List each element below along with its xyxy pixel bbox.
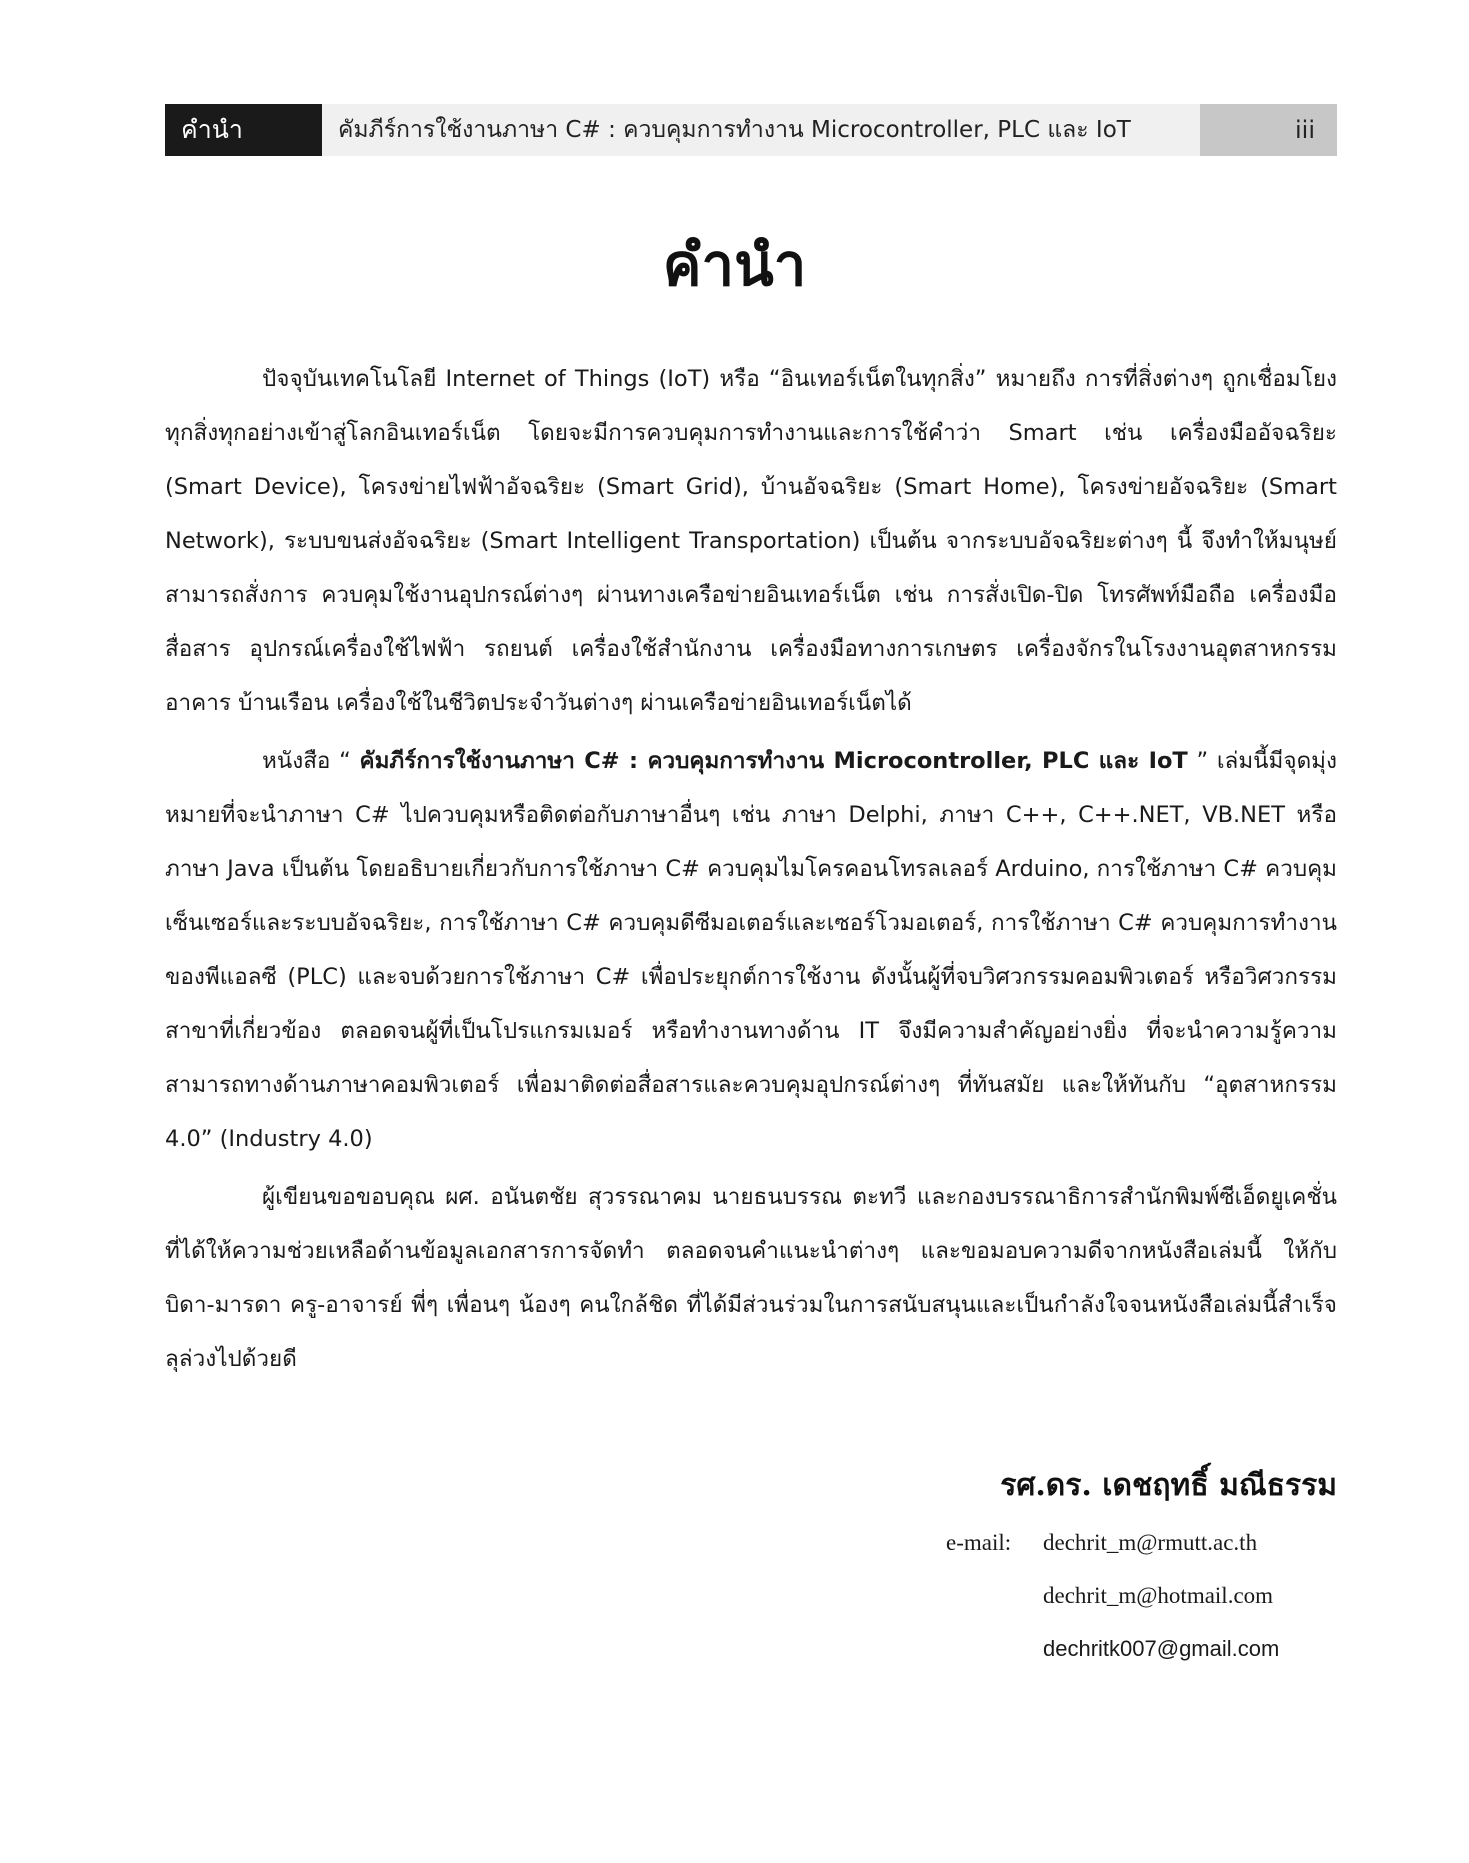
header-section-label: คำนำ: [165, 104, 322, 156]
paragraph-2-lead: หนังสือ “: [262, 748, 360, 774]
paragraph-3: ผู้เขียนขอขอบคุณ ผศ. อนันตชัย สุวรรณาคม นายธนบรรณ ตะทวี และกองบรรณาธิการสำนักพิมพ์ซีเอ็ดยูเคชั่น ที่ได้ให้ความช่วยเหลือด้านข้อมูลเอกสารการจัดทำ ตลอดจนคำแนะนำต่างๆ และขอมอบความดีจากหนังสือเล่มนี้ ให้กับ บิดา-มารดา ครู-อาจารย์ พี่ๆ เพื่อนๆ น้องๆ คนใกล้ชิด ที่ได้มีส่วนร่วมในการสนับสนุนและเป็นกำลังใจจนหนังสือเล่มนี้สำเร็จลุล่วงไปด้วยดี: [165, 1184, 1337, 1372]
paragraph-2: [165, 734, 1337, 1166]
preface-body: [165, 352, 1337, 1386]
running-header: [165, 104, 1337, 156]
paragraph-2-book-title: คัมภีร์การใช้งานภาษา C# : ควบคุมการทำงาน Microcontroller, PLC และ IoT: [359, 748, 1188, 774]
email-address-2: dechrit_m@hotmail.com: [1043, 1582, 1274, 1608]
email-address-3: dechritk007@gmail.com: [1043, 1635, 1280, 1661]
paragraph-1: ปัจจุบันเทคโนโลยี Internet of Things (IoT) หรือ “อินเทอร์เน็ตในทุกสิ่ง” หมายถึง การที่สิ่งต่างๆ ถูกเชื่อมโยงทุกสิ่งทุกอย่างเข้าสู่โลกอินเทอร์เน็ต โดยจะมีการควบคุมการทำงานและการใช้คำว่า Smart เช่น เครื่องมืออัจฉริยะ (Smart Device), โครงข่ายไฟฟ้าอัจฉริยะ (Smart Grid), บ้านอัจฉริยะ (Smart Home), โครงข่ายอัจฉริยะ (Smart Network), ระบบขนส่งอัจฉริยะ (Smart Intelligent Transportation) เป็นต้น จากระบบอัจฉริยะต่างๆ นี้ จึงทำให้มนุษย์สามารถสั่งการ ควบคุมใช้งานอุปกรณ์ต่างๆ ผ่านทางเครือข่ายอินเทอร์เน็ต เช่น การสั่งเปิด-ปิด โทรศัพท์มือถือ เครื่องมือสื่อสาร อุปกรณ์เครื่องใช้ไฟฟ้า รถยนต์ เครื่องใช้สำนักงาน เครื่องมือทางการเกษตร เครื่องจักรในโรงงานอุตสาหกรรม อาคาร บ้านเรือน เครื่องใช้ในชีวิตประจำวันต่างๆ ผ่านเครือข่ายอินเทอร์เน็ตได้: [165, 366, 1337, 716]
paragraph-2-rest: ” เล่มนี้มีจุดมุ่งหมายที่จะนำภาษา C# ไปควบคุมหรือติดต่อกับภาษาอื่นๆ เช่น ภาษา Delphi, ภาษา C++, C++.NET, VB.NET หรือ ภาษา Java เป็นต้น โดยอธิบายเกี่ยวกับการใช้ภาษา C# ควบคุมไมโครคอนโทรลเลอร์ Arduino, การใช้ภาษา C# ควบคุมเซ็นเซอร์และระบบอัจฉริยะ, การใช้ภาษา C# ควบคุมดีซีมอเตอร์และเซอร์โวมอเตอร์, การใช้ภาษา C# ควบคุมการทำงานของพีแอลซี (PLC) และจบด้วยการใช้ภาษา C# เพื่อประยุกต์การใช้งาน ดังนั้นผู้ที่จบวิศวกรรมคอมพิวเตอร์ หรือวิศวกรรมสาขาที่เกี่ยวข้อง ตลอดจนผู้ที่เป็นโปรแกรมเมอร์ หรือทำงานทางด้าน IT จึงมีความสำคัญอย่างยิ่ง ที่จะนำความรู้ความสามารถทางด้านภาษาคอมพิวเตอร์ เพื่อมาติดต่อสื่อสารและควบคุมอุปกรณ์ต่างๆ ที่ทันสมัย และให้ทันกับ “อุตสาหกรรม 4.0” (Industry 4.0): [165, 748, 1338, 1152]
contact-row: [946, 1569, 1346, 1622]
contact-row: [946, 1622, 1346, 1675]
author-signature: รศ.ดร. เดชฤทธิ์ มณีธรรม: [1000, 1468, 1337, 1503]
contact-row: [946, 1516, 1346, 1569]
header-book-title: คัมภีร์การใช้งานภาษา C# : ควบคุมการทำงาน Microcontroller, PLC และ IoT: [322, 104, 1200, 156]
page-title: คำนำ: [662, 231, 807, 299]
contact-block: [946, 1516, 1346, 1675]
email-label: e-mail:: [946, 1529, 1012, 1555]
email-address-1: dechrit_m@rmutt.ac.th: [1043, 1529, 1258, 1555]
header-page-number: iii: [1200, 104, 1337, 156]
